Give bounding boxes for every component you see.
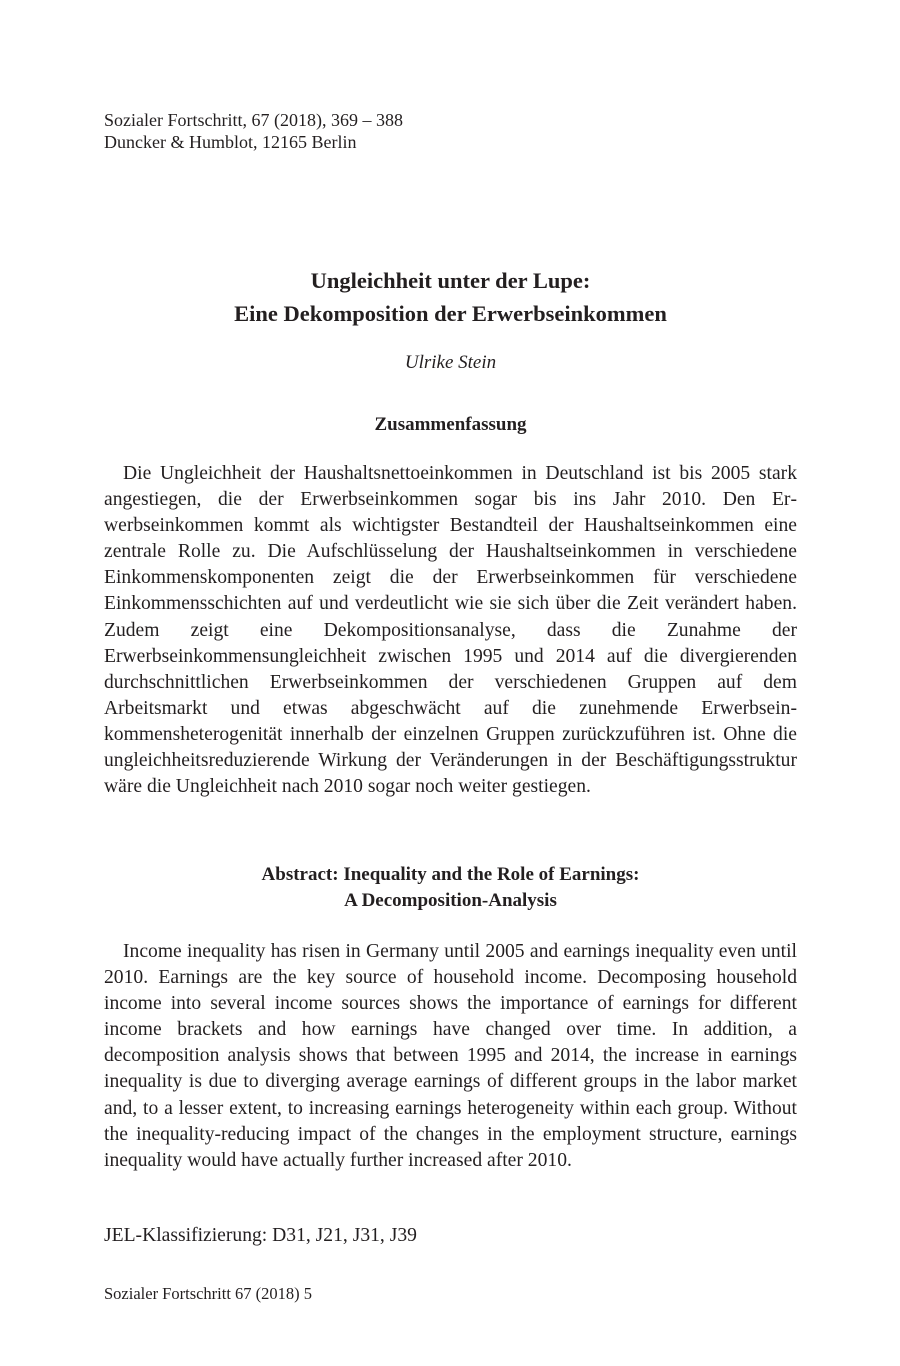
author-name: Ulrike Stein [404, 352, 497, 373]
zusammenfassung-text: Die Ungleichheit der Haushaltsnettoeinkommen in Deutschland ist bis 2005 stark angestiegen, die der Erwerbseinkommen sogar bis ins Jahr 2010. Den Erwerbseinkommen kommt als wichtigster Bestandteil der Haushaltseinkommen eine zentrale Rolle zu. Die Aufschlüsselung der Haushaltseinkommen in verschiedene Einkommenskomponenten zeigt die der Erwerbseinkommen für verschiedene Einkommensschichten auf und verdeutlicht wie sie sich über die Zeit verändert haben. Zudem zeigt eine Dekompositionsanalyse, dass die Zunahme der Erwerbseinkommensungleichheit zwischen 1995 und 2014 auf die divergierenden durchschnittlichen Erwerbseinkommen der verschiedenen Gruppen auf dem Arbeitsmarkt und etwas abgeschwächt auf die zunehmende Erwerbseinkommensheterogenität innerhalb der einzelnen Gruppen zurückzuführen ist. Ohne die ungleichheitsreduzierende Wirkung der Veränderungen in der Beschäftigungsstruktur wäre die Ungleichheit nach 2010 sogar noch weiter gestiegen. [104, 463, 797, 798]
journal-citation [104, 109, 403, 153]
article-title [104, 264, 797, 330]
abstract-heading-line2: A Decomposition-Analysis [344, 890, 557, 911]
page-footer: Sozialer Fortschritt 67 (2018) 5 [104, 1284, 313, 1303]
abstract-heading [104, 862, 797, 914]
jel-classification: JEL-Klassifizierung: D31, J21, J31, J39 [104, 1225, 417, 1246]
article-title-line2: Eine Dekomposition der Erwerbseinkommen [234, 301, 667, 326]
zusammenfassung-heading: Zusammenfassung [374, 414, 527, 435]
publisher-line: Duncker & Humblot, 12165 Berlin [104, 132, 357, 152]
abstract-text: Income inequality has risen in Germany until 2005 and earnings inequality even until 2010. Earnings are the key source of household income. Decomposing household income into several income sources shows the importance of earnings for different income brackets and how earnings have changed over time. In addition, a decomposition analysis shows that between 1995 and 2014, the increase in earnings inequality is due to diverging average earnings of different groups in the labor market and, to a lesser extent, to increasing earnings heterogeneity within each group. Without the inequality-reducing impact of the changes in the employment structure, earnings inequality would have actually further increased after 2010. [104, 941, 797, 1171]
abstract-heading-line1: Abstract: Inequality and the Role of Earnings: [261, 864, 640, 885]
article-title-line1: Ungleichheit unter der Lupe: [310, 268, 591, 293]
journal-citation-line: Sozialer Fortschritt, 67 (2018), 369 – 388 [104, 110, 403, 130]
